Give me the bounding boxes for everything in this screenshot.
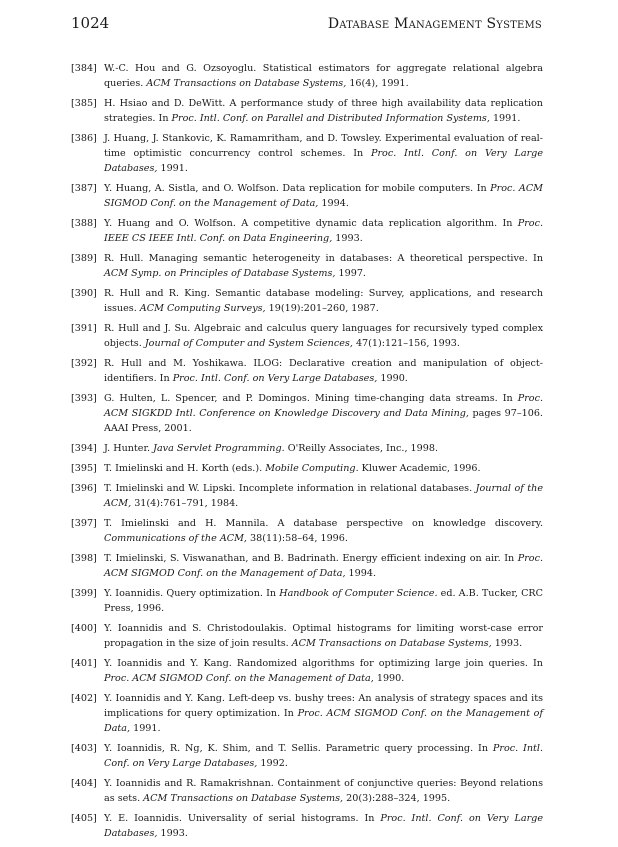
reference-number: [386]	[71, 133, 97, 144]
page-number: 1024	[71, 14, 110, 32]
reference-venue: Mobile Computing.	[265, 462, 359, 474]
bibliography-entry	[71, 777, 543, 807]
reference-number: [394]	[71, 442, 97, 454]
reference-text	[104, 622, 543, 652]
reference-venue: Proc. ACM SIGMOD Conf. on the Management of Data,	[104, 672, 374, 684]
reference-authors-title: Y. Huang, A. Sistla, and O. Wolfson. Data replication for mobile computers. In	[104, 182, 491, 194]
reference-authors-title: Y. E. Ioannidis. Universality of serial histograms. In	[104, 812, 381, 824]
bibliography-entry	[71, 742, 543, 772]
reference-authors-title: T. Imielinski, S. Viswanathan, and B. Badrinath. Energy efficient indexing on air. In	[104, 553, 518, 564]
reference-text	[104, 742, 543, 772]
reference-authors-title: G. Hulten, L. Spencer, and P. Domingos. Mining time-changing data streams. In	[104, 392, 518, 404]
reference-details: ed. A.B. Tucker, CRC Press, 1996.	[104, 588, 543, 614]
reference-text	[104, 462, 543, 477]
reference-details: Kluwer Academic, 1996.	[358, 462, 481, 474]
reference-venue: ACM Computing Surveys,	[139, 302, 266, 314]
reference-details: 1991.	[130, 722, 161, 734]
bibliography-entry	[71, 482, 543, 512]
reference-text	[104, 132, 543, 177]
reference-number: [391]	[71, 322, 97, 334]
reference-number: [393]	[71, 392, 97, 404]
reference-details: 1993.	[157, 827, 188, 839]
reference-number: [398]	[71, 553, 97, 564]
reference-details: 1993.	[332, 232, 363, 244]
reference-number: [384]	[71, 63, 97, 74]
reference-details: O'Reilly Associates, Inc., 1998.	[284, 442, 439, 454]
bibliography-entry	[71, 287, 543, 317]
reference-text	[104, 62, 543, 92]
reference-authors-title: R. Hull and M. Yoshikawa. ILOG: Declarative creation and manipulation of object-identifiers. In	[104, 357, 543, 384]
reference-venue: Proc. ACM SIGMOD Conf. on the Management of Data,	[104, 553, 543, 579]
reference-text	[104, 482, 543, 512]
reference-number: [404]	[71, 777, 97, 789]
reference-authors-title: Y. Huang and O. Wolfson. A competitive dynamic data replication algorithm. In	[104, 217, 518, 229]
bibliography-entry	[71, 252, 543, 282]
reference-text	[104, 357, 543, 387]
reference-details: 1992.	[257, 757, 288, 769]
reference-text	[104, 692, 543, 737]
bibliography-entry	[71, 357, 543, 387]
reference-text	[104, 252, 543, 282]
reference-number: [392]	[71, 357, 97, 369]
reference-venue: Handbook of Computer Science.	[279, 588, 438, 599]
reference-text	[104, 552, 543, 582]
reference-authors-title: R. Hull. Managing semantic heterogeneity in databases: A theoretical perspective. In	[104, 252, 543, 264]
reference-details: 38(11):58–64, 1996.	[246, 532, 348, 544]
reference-details: 31(4):761–791, 1984.	[131, 497, 239, 509]
reference-details: 20(3):288–324, 1995.	[343, 792, 451, 804]
reference-text	[104, 322, 543, 352]
reference-text	[104, 392, 543, 437]
reference-details: pages 97–106. AAAI Press, 2001.	[104, 407, 543, 434]
reference-authors-title: T. Imielinski and H. Mannila. A database perspective on knowledge discovery.	[104, 518, 543, 529]
bibliography-entry	[71, 587, 543, 617]
reference-number: [399]	[71, 588, 97, 599]
reference-text	[104, 777, 543, 807]
reference-number: [390]	[71, 287, 97, 299]
reference-venue: Proc. ACM SIGMOD Conf. on the Management of Data,	[104, 707, 543, 734]
reference-authors-title: W.-C. Hou and G. Ozsoyoglu. Statistical estimators for aggregate relational algebra queries.	[104, 63, 543, 89]
bibliography-entry	[71, 182, 543, 212]
reference-authors-title: R. Hull and J. Su. Algebraic and calculus query languages for recursively typed complex objects.	[104, 322, 543, 349]
reference-venue: Journal of the ACM,	[104, 483, 543, 509]
reference-text	[104, 287, 543, 317]
bibliography-entry	[71, 657, 543, 687]
reference-text	[104, 97, 543, 127]
reference-authors-title: T. Imielinski and W. Lipski. Incomplete information in relational databases.	[104, 483, 476, 494]
bibliography-entry	[71, 97, 543, 127]
reference-authors-title: Y. Ioannidis. Query optimization. In	[104, 588, 280, 599]
reference-details: 16(4), 1991.	[346, 77, 409, 89]
bibliography-entry	[71, 812, 543, 842]
reference-authors-title: Y. Ioannidis and Y. Kang. Left-deep vs. bushy trees: An analysis of strategy spaces and its implications for query optimization. In	[104, 693, 543, 719]
bibliography-entry	[71, 132, 543, 177]
reference-venue: ACM Transactions on Database Systems,	[143, 792, 344, 804]
reference-venue: Journal of Computer and System Sciences,	[144, 337, 353, 349]
bibliography-entry	[71, 692, 543, 737]
reference-authors-title: Y. Ioannidis and S. Christodoulakis. Optimal histograms for limiting worst-case error propagation in the size of join results.	[104, 623, 543, 649]
reference-number: [400]	[71, 623, 97, 634]
reference-venue: Proc. Intl. Conf. on Very Large Databases,	[104, 742, 543, 769]
bibliography-entry	[71, 517, 543, 547]
reference-number: [397]	[71, 518, 97, 529]
reference-details: 1990.	[377, 372, 408, 384]
reference-details: 1997.	[335, 267, 366, 279]
reference-text	[104, 812, 543, 842]
reference-authors-title: J. Hunter.	[104, 442, 154, 454]
reference-text	[104, 217, 543, 247]
reference-details: 1994.	[318, 197, 349, 209]
reference-number: [385]	[71, 98, 97, 109]
reference-venue: Java Servlet Programming.	[153, 442, 285, 454]
bibliography-entry	[71, 622, 543, 652]
reference-authors-title: Y. Ioannidis and R. Ramakrishnan. Containment of conjunctive queries: Beyond relations as sets.	[104, 777, 543, 804]
reference-number: [403]	[71, 742, 97, 754]
reference-text	[104, 657, 543, 687]
reference-text	[104, 442, 543, 457]
reference-venue: Proc. Intl. Conf. on Very Large Databases,	[104, 812, 544, 839]
reference-details: 1990.	[373, 672, 405, 684]
bibliography-entry	[71, 322, 543, 352]
reference-venue: Communications of the ACM,	[104, 532, 247, 544]
reference-details: 1993.	[491, 637, 523, 649]
reference-venue: Proc. Intl. Conf. on Parallel and Distributed Information Systems,	[171, 112, 490, 124]
reference-venue: ACM Transactions on Database Systems,	[291, 637, 492, 649]
bibliography-entry	[71, 217, 543, 247]
bibliography-entry	[71, 62, 543, 92]
reference-venue: ACM Transactions on Database Systems,	[146, 77, 347, 89]
reference-number: [388]	[71, 217, 97, 229]
bibliography-entry	[71, 552, 543, 582]
bibliography-entry	[71, 462, 543, 477]
reference-number: [396]	[71, 483, 97, 494]
running-head: Database Management Systems	[327, 16, 542, 32]
reference-venue: Proc. IEEE CS IEEE Intl. Conf. on Data Engineering,	[104, 217, 543, 244]
reference-authors-title: H. Hsiao and D. DeWitt. A performance study of three high availability data replication strategies. In	[104, 98, 543, 124]
reference-authors-title: J. Huang, J. Stankovic, K. Ramamritham, and D. Towsley. Experimental evaluation of real-time optimistic concurrency control schemes. In	[104, 133, 543, 159]
bibliography-list	[71, 62, 543, 847]
reference-number: [395]	[71, 462, 97, 474]
reference-authors-title: R. Hull and R. King. Semantic database modeling: Survey, applications, and research issues.	[104, 287, 543, 314]
reference-venue: Proc. ACM SIGMOD Conf. on the Management of Data,	[104, 182, 543, 209]
reference-details: 1994.	[345, 567, 377, 579]
reference-details: 47(1):121–156, 1993.	[352, 337, 460, 349]
reference-number: [402]	[71, 693, 97, 704]
reference-venue: ACM Symp. on Principles of Database Systems,	[104, 267, 336, 279]
reference-venue: Proc. Intl. Conf. on Very Large Databases,	[104, 147, 543, 174]
reference-number: [387]	[71, 182, 97, 194]
reference-text	[104, 587, 543, 617]
reference-details: 19(19):201–260, 1987.	[265, 302, 379, 314]
reference-number: [389]	[71, 252, 97, 264]
reference-venue: Proc. ACM SIGKDD Intl. Conference on Knowledge Discovery and Data Mining,	[104, 392, 543, 419]
bibliography-entry	[71, 442, 543, 457]
reference-authors-title: Y. Ioannidis, R. Ng, K. Shim, and T. Sellis. Parametric query processing. In	[104, 742, 493, 754]
reference-text	[104, 182, 543, 212]
reference-venue: Proc. Intl. Conf. on Very Large Databases,	[172, 372, 378, 384]
reference-authors-title: T. Imielinski and H. Korth (eds.).	[104, 462, 266, 474]
reference-number: [401]	[71, 658, 97, 669]
reference-authors-title: Y. Ioannidis and Y. Kang. Randomized algorithms for optimizing large join queries. In	[104, 658, 543, 669]
reference-details: 1991.	[489, 112, 521, 124]
bibliography-entry	[71, 392, 543, 437]
page-header	[71, 14, 542, 38]
reference-text	[104, 517, 543, 547]
reference-details: 1991.	[157, 162, 188, 174]
reference-number: [405]	[71, 812, 97, 824]
